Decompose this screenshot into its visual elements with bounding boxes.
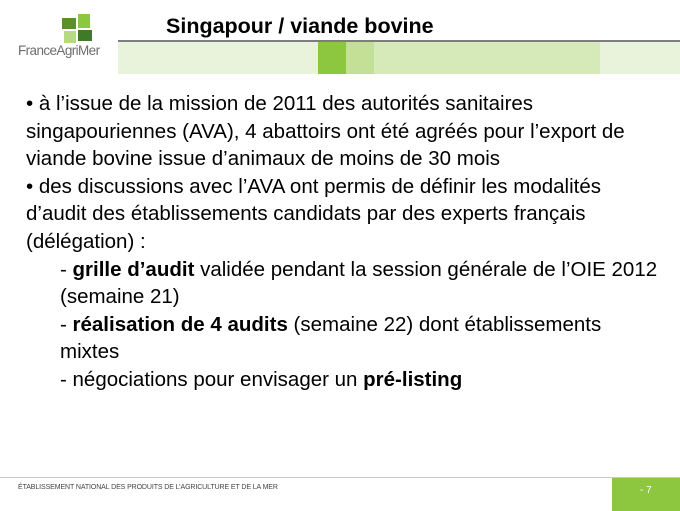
- sub-item-2: [26, 311, 666, 366]
- sub-item-1: [26, 256, 666, 311]
- sub-item-3-bold: pré-listing: [363, 367, 463, 391]
- sub-item-2-dash: -: [60, 312, 73, 336]
- franceagrimer-logo: [18, 14, 118, 70]
- bullet-2: • des discussions avec l’AVA ont permis de définir les modalités d’audit des établissements candidats par des experts français (délégation) :: [26, 174, 601, 253]
- sub-item-2-bold: réalisation de 4 audits: [72, 312, 288, 336]
- footer-rule: [0, 477, 680, 478]
- page-number: - 7: [640, 485, 652, 496]
- sub-item-1-bold: grille d’audit: [72, 257, 195, 281]
- header-bar-segment: [346, 42, 374, 74]
- logo-mark-icon: [62, 14, 96, 44]
- sub-item-1-dash: -: [60, 257, 73, 281]
- header-bar-segment: [600, 42, 680, 74]
- header-bar-segment: [374, 42, 600, 74]
- slide-title: Singapour / viande bovine: [166, 14, 434, 38]
- sub-item-1-text: validée pendant la session générale de l’OIE 2012 (semaine 21): [60, 257, 658, 309]
- logo-text: FranceAgriMer: [18, 43, 100, 58]
- sub-item-3-text: - négociations pour envisager un: [60, 367, 364, 391]
- slide-body: [26, 90, 666, 394]
- bullet-1: • à l’issue de la mission de 2011 des autorités sanitaires singapouriennes (AVA), 4 abattoirs ont été agréés pour l’export de viande bovine issue d’animaux de moins de 30 mois: [26, 92, 625, 171]
- header-bar-segment: [118, 42, 318, 74]
- sub-item-2-text: (semaine 22) dont établissements mixtes: [60, 312, 602, 364]
- footer-text: ÉTABLISSEMENT NATIONAL DES PRODUITS DE L’AGRICULTURE ET DE LA MER: [18, 484, 278, 491]
- header-bar-segment: [318, 42, 346, 74]
- sub-item-3: [26, 366, 666, 394]
